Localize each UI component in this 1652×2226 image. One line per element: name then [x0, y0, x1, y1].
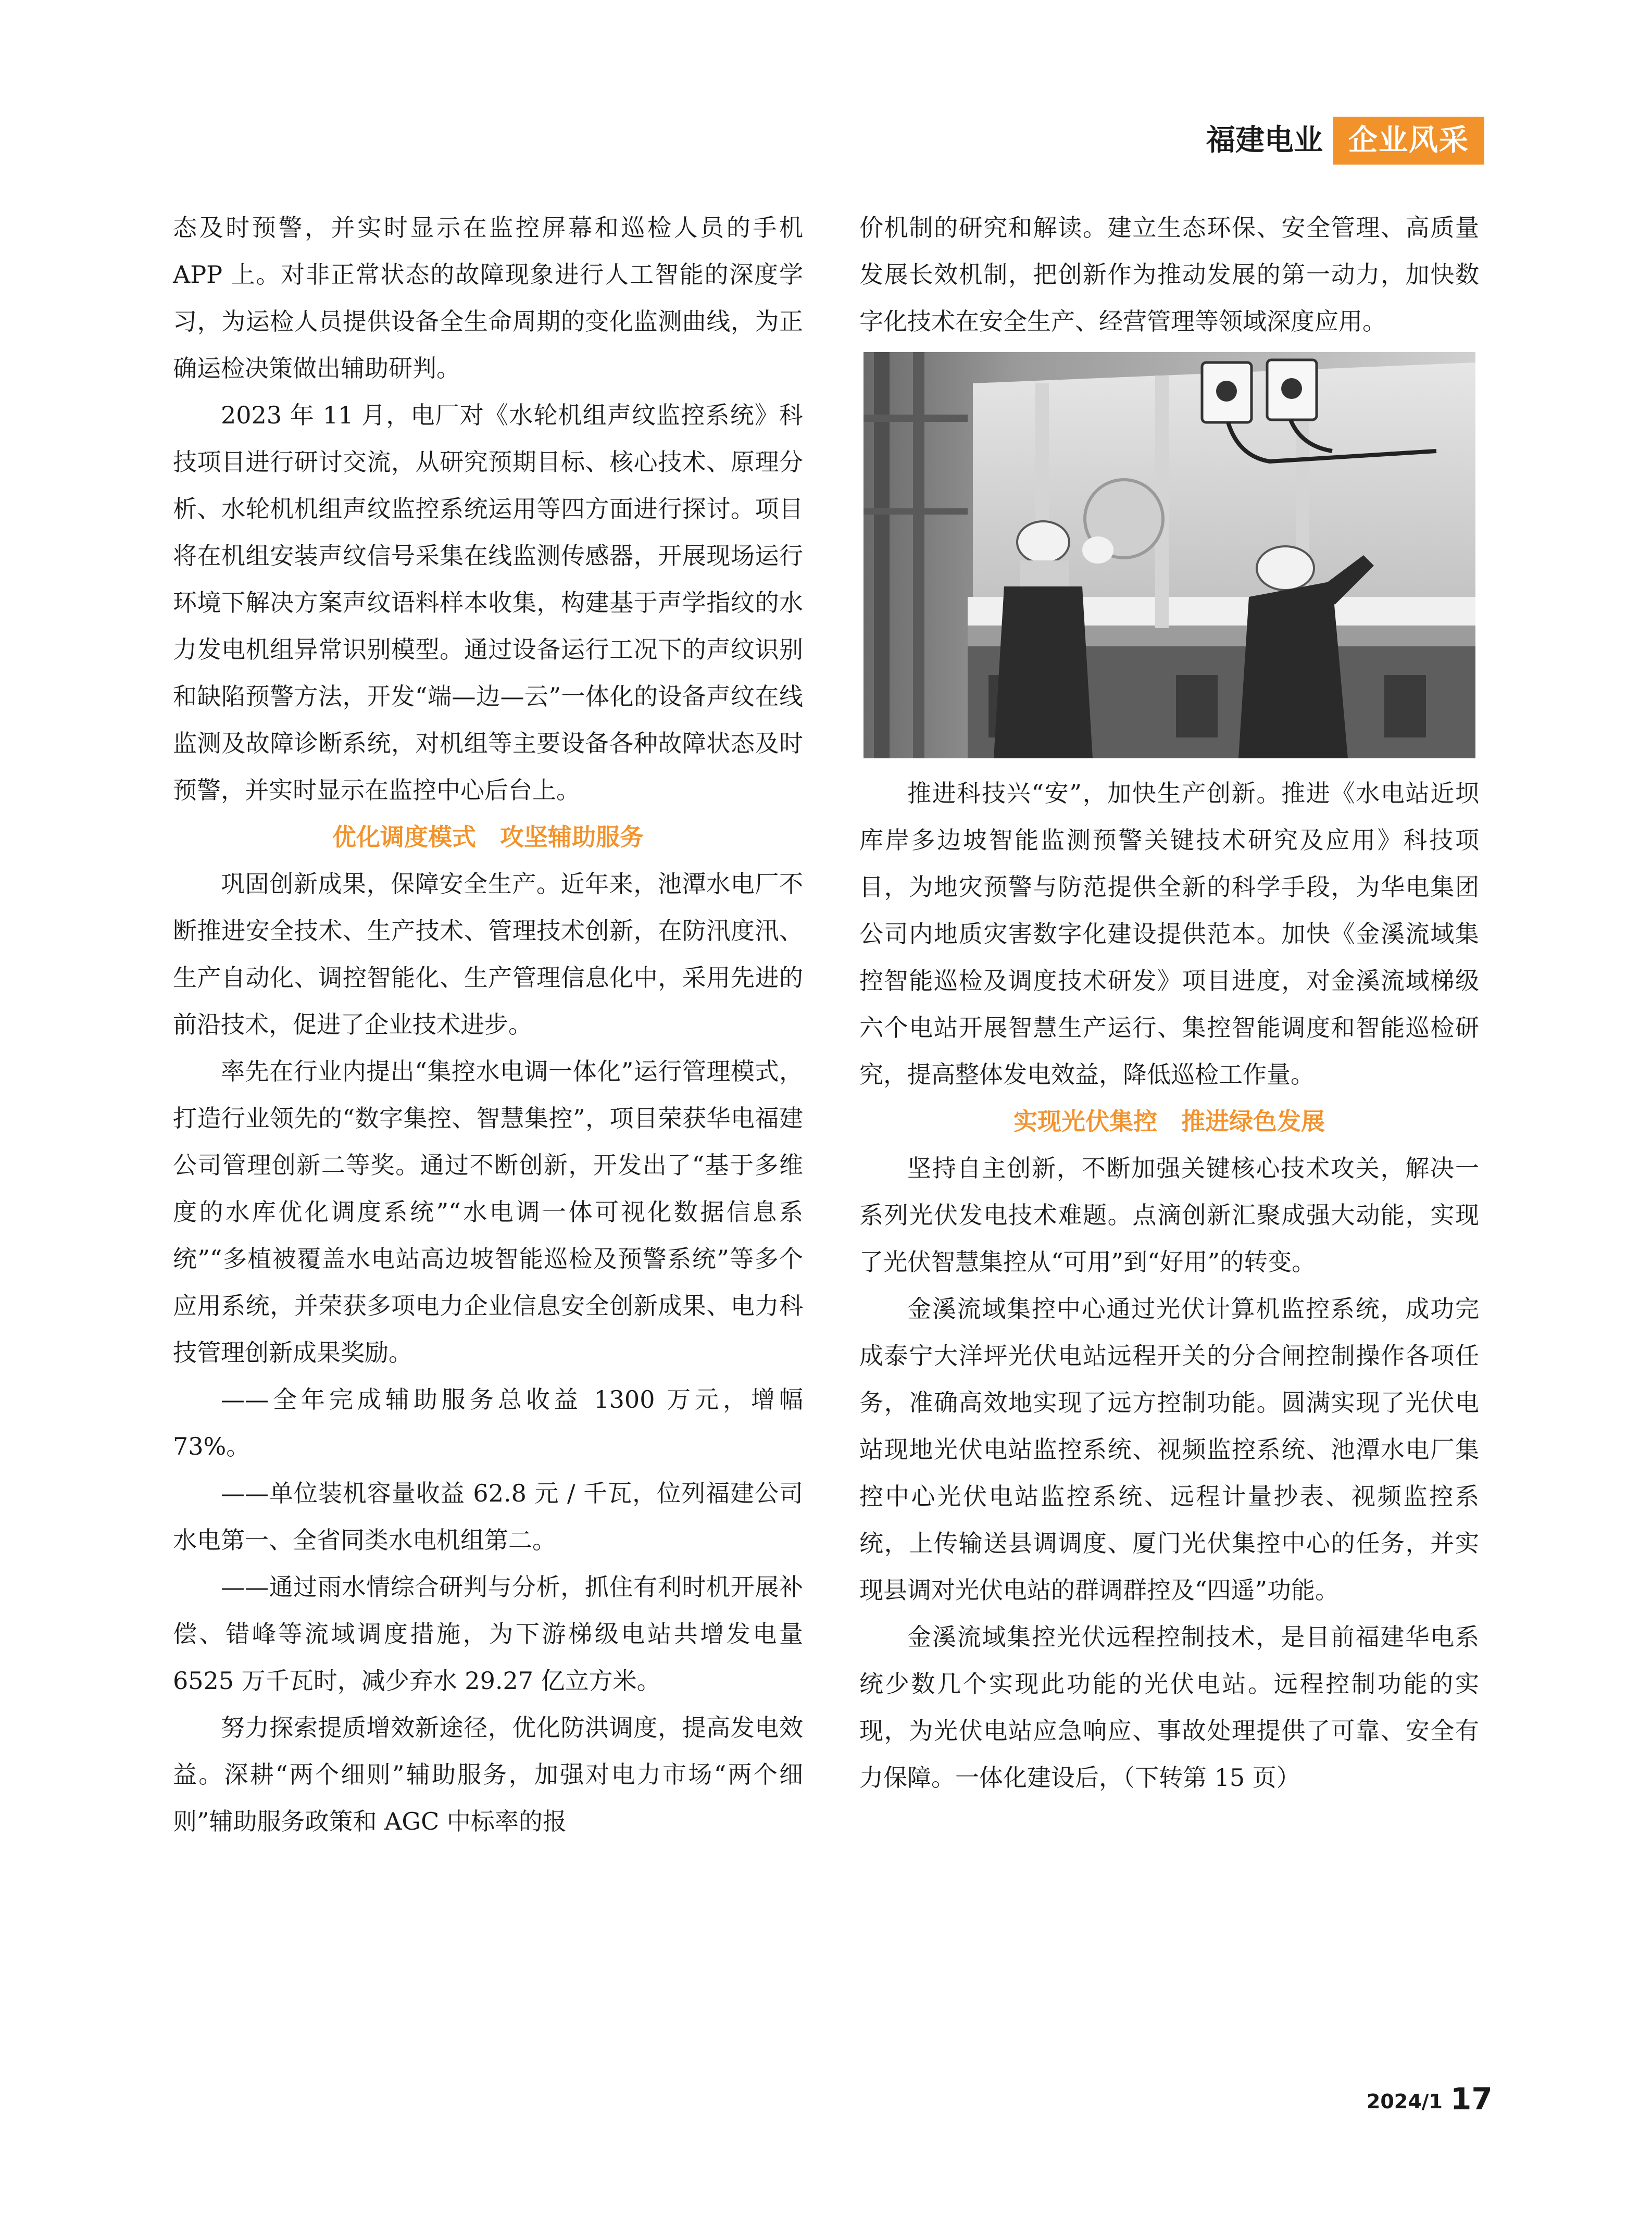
paragraph: 2023 年 11 月，电厂对《水轮机组声纹监控系统》科技项目进行研讨交流，从研究预期目标、核心技术、原理分析、水轮机机组声纹监控系统运用等四方面进行探讨。项目将在机组安装声纹信号采集在线监测传感器，开展现场运行环境下解决方案声纹语料样本收集，构建基于声学指纹的水力发电机组异常识别模型。通过设备运行工况下的声纹识别和缺陷预警方法，开发“端—边—云”一体化的设备声纹在线监测及故障诊断系统，对机组等主要设备各种故障状态及时预警，并实时显示在监控中心后台上。 [173, 401, 803, 804]
workers-inspection-photo [863, 352, 1475, 758]
paragraph: 价机制的研究和解读。建立生态环保、安全管理、高质量发展长效机制，把创新作为推动发展的第一动力，加快数字化技术在安全生产、经营管理等领域深度应用。 [859, 214, 1479, 335]
right-column [859, 204, 1479, 1801]
left-column [173, 204, 803, 1845]
paragraph: 推进科技兴“安”，加快生产创新。推进《水电站近坝库岸多边坡智能监测预警关键技术研究及应用》科技项目，为地灾预警与防范提供全新的科学手段，为华电集团公司内地质灾害数字化建设提供范本。加快《金溪流域集控智能巡检及调度技术研发》项目进度，对金溪流域梯级六个电站开展智慧生产运行、集控智能调度和智能巡检研究，提高整体发电效益，降低巡检工作量。 [859, 779, 1479, 1089]
paragraph: 努力探索提质增效新途径，优化防洪调度，提高发电效益。深耕“两个细则”辅助服务，加强对电力市场“两个细则”辅助服务政策和 AGC 中标率的报 [173, 1714, 803, 1835]
issue-date: 2024/1 [1366, 2090, 1443, 2113]
paragraph: 金溪流域集控中心通过光伏计算机监控系统，成功完成泰宁大洋坪光伏电站远程开关的分合闸控制操作各项任务，准确高效地实现了远方控制功能。圆满实现了光伏电站现地光伏电站监控系统、视频监控系统、池潭水电厂集控中心光伏电站监控系统、远程计量抄表、视频监控系统，上传输送县调调度、厦门光伏集控中心的任务，并实现县调对光伏电站的群调群控及“四遥”功能。 [859, 1295, 1479, 1604]
section-subheading: 优化调度模式 攻坚辅助服务 [332, 823, 644, 851]
paragraph: 率先在行业内提出“集控水电调一体化”运行管理模式，打造行业领先的“数字集控、智慧集控”，项目荣获华电福建公司管理创新二等奖。通过不断创新，开发出了“基于多维度的水库优化调度系统”“水电调一体可视化数据信息系统”“多植被覆盖水电站高边坡智能巡检及预警系统”等多个应用系统，并荣获多项电力企业信息安全创新成果、电力科技管理创新成果奖励。 [173, 1057, 803, 1367]
paragraph: ——单位装机容量收益 62.8 元 / 千瓦，位列福建公司水电第一、全省同类水电机组第二。 [173, 1479, 803, 1554]
paragraph: ——通过雨水情综合研判与分析，抓住有利时机开展补偿、错峰等流域调度措施，为下游梯级电站共增发电量 6525 万千瓦时，减少弃水 29.27 亿立方米。 [173, 1573, 803, 1695]
section-badge: 企业风采 [1333, 117, 1484, 165]
magazine-brand: 福建电业 [1206, 123, 1323, 157]
paragraph: 金溪流域集控光伏远程控制技术，是目前福建华电系统少数几个实现此功能的光伏电站。远程控制功能的实现，为光伏电站应急响应、事故处理提供了可靠、安全有力保障。一体化建设后，（下转第 15 页） [859, 1623, 1479, 1792]
paragraph: 坚持自主创新，不断加强关键核心技术攻关，解决一系列光伏发电技术难题。点滴创新汇聚成强大动能，实现了光伏智慧集控从“可用”到“好用”的转变。 [859, 1154, 1479, 1276]
paragraph: ——全年完成辅助服务总收益 1300 万元，增幅 73%。 [173, 1385, 803, 1460]
section-subheading: 实现光伏集控 推进绿色发展 [1013, 1107, 1325, 1135]
page-number: 17 [1450, 2081, 1493, 2117]
paragraph: 态及时预警，并实时显示在监控屏幕和巡检人员的手机 APP 上。对非正常状态的故障现象进行人工智能的深度学习，为运检人员提供设备全生命周期的变化监测曲线，为正确运检决策做出辅助研判。 [173, 214, 803, 382]
paragraph: 巩固创新成果，保障安全生产。近年来，池潭水电厂不断推进安全技术、生产技术、管理技术创新，在防汛度汛、生产自动化、调控智能化、生产管理信息化中，采用先进的前沿技术，促进了企业技术进步。 [173, 870, 803, 1039]
